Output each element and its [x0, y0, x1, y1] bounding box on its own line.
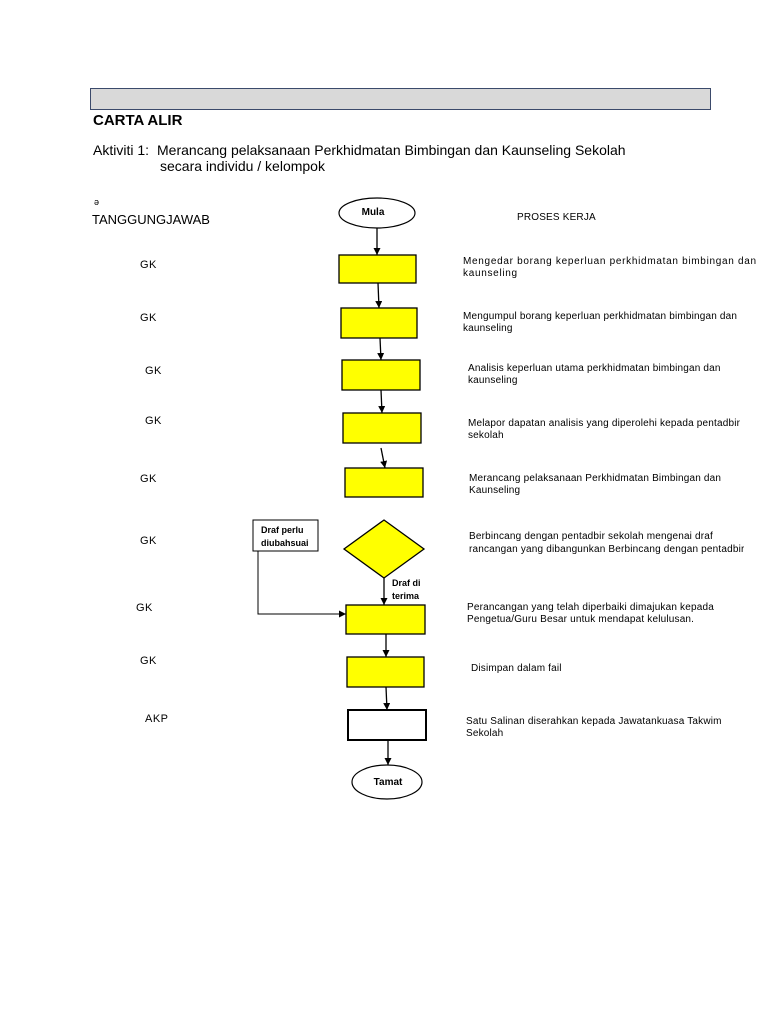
column-header-responsibility: TANGGUNGJAWAB — [92, 212, 210, 227]
accepted-label-line: Draf di — [392, 578, 421, 588]
process-box — [345, 468, 423, 497]
process-description-line: kaunseling — [463, 323, 513, 334]
process-description — [463, 256, 757, 280]
accepted-label — [392, 577, 421, 603]
process-description-line: Sekolah — [466, 728, 504, 739]
start-label: Mula — [361, 207, 385, 218]
responsible-party: GK — [145, 365, 162, 377]
process-description-line: Melapor dapatan analisis yang diperolehi kepada pentadbir — [468, 418, 740, 429]
process-description — [471, 663, 562, 675]
process-box — [342, 360, 420, 390]
responsible-party: GK — [140, 473, 157, 485]
process-description — [468, 363, 721, 387]
responsible-party: GK — [140, 535, 157, 547]
revision-note — [261, 524, 309, 550]
revision-loop-arrow — [258, 551, 346, 614]
process-description-line: sekolah — [468, 430, 504, 441]
process-description-line: Berbincang dengan pentadbir sekolah mengenai draf — [469, 531, 713, 542]
activity-label: Aktiviti 1: — [93, 142, 150, 158]
revision-note-line: Draf perlu — [261, 525, 304, 535]
responsible-party: GK — [145, 415, 162, 427]
responsible-party: GK — [140, 655, 157, 667]
process-description — [463, 311, 737, 335]
process-description-line: kaunseling — [463, 268, 518, 279]
process-description-line: Satu Salinan diserahkan kepada Jawatankuasa Takwim — [466, 716, 722, 727]
process-box — [346, 605, 425, 634]
process-description-line: Kaunseling — [469, 485, 521, 496]
end-label: Tamat — [373, 777, 403, 788]
process-description-line: Mengumpul borang keperluan perkhidmatan bimbingan dan — [463, 311, 738, 322]
process-description — [468, 418, 740, 442]
process-box — [347, 657, 424, 687]
process-description-line: Pengetua/Guru Besar untuk mendapat kelulusan. — [467, 614, 695, 625]
activity-title-continued: secara individu / kelompok — [160, 158, 325, 174]
responsible-party: GK — [136, 602, 153, 614]
responsible-party: GK — [140, 259, 157, 271]
process-description-line: Analisis keperluan utama perkhidmatan bimbingan dan — [468, 363, 721, 374]
column-header-process: PROSES KERJA — [517, 212, 596, 223]
accepted-label-line: terima — [392, 591, 420, 601]
connector-arrow — [381, 448, 385, 468]
process-description — [469, 530, 744, 556]
marker-glyph: ə — [94, 197, 100, 207]
process-description — [469, 473, 721, 497]
connector-arrow — [380, 338, 381, 360]
responsible-party: GK — [140, 312, 157, 324]
activity-title: Merancang pelaksanaan Perkhidmatan Bimbingan dan Kaunseling Sekolah — [157, 142, 626, 158]
connector-arrow — [381, 390, 382, 413]
process-description-line: Disimpan dalam fail — [471, 663, 562, 674]
process-box — [339, 255, 416, 283]
responsible-party: AKP — [145, 713, 169, 725]
process-box — [341, 308, 417, 338]
revision-note-line: diubahsuai — [261, 538, 309, 548]
process-description-line: Perancangan yang telah diperbaiki dimajukan kepada — [467, 602, 714, 613]
process-description — [467, 602, 714, 626]
process-description-line: Mengedar borang keperluan perkhidmatan bimbingan dan — [463, 256, 757, 267]
process-description — [466, 716, 722, 740]
process-description-line: kaunseling — [468, 375, 518, 386]
decision-diamond — [344, 520, 424, 578]
page-title: CARTA ALIR — [93, 112, 183, 129]
connector-arrow — [386, 687, 387, 710]
process-description-line: Merancang pelaksanaan Perkhidmatan Bimbingan dan — [469, 473, 722, 484]
process-box-blank — [348, 710, 426, 740]
process-description-line: rancangan yang dibangunkan Berbincang dengan pentadbir — [469, 544, 744, 555]
process-box — [343, 413, 421, 443]
connector-arrow — [378, 283, 379, 308]
